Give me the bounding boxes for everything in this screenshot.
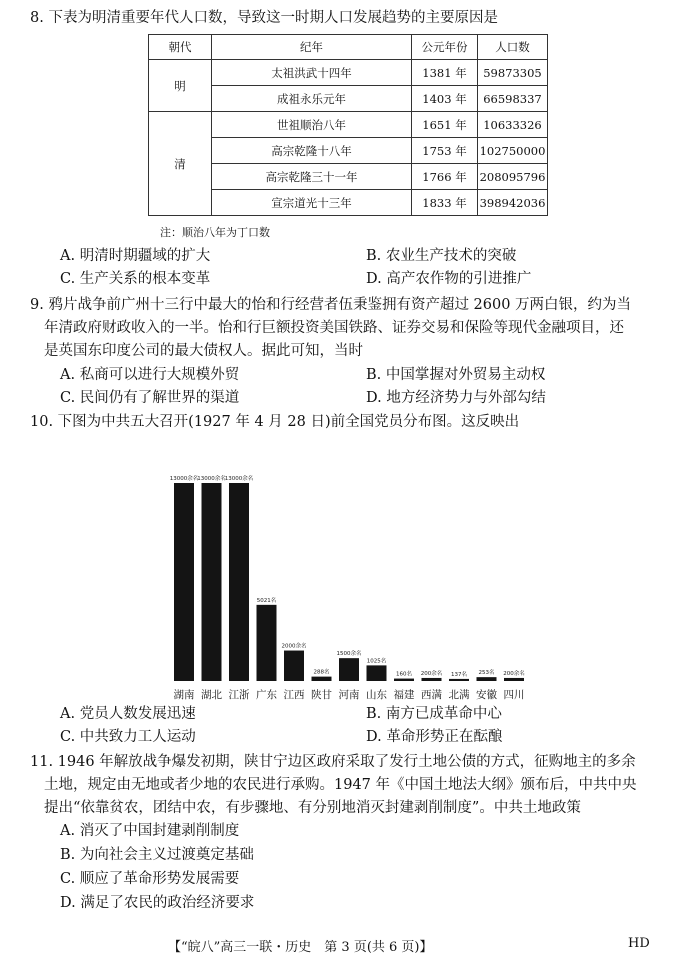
party-member-bar-chart xyxy=(160,468,525,704)
category-label: 福建 xyxy=(393,689,415,701)
category-label: 江西 xyxy=(283,689,305,701)
data-label: 13000余名 xyxy=(224,476,254,482)
bar-江西 xyxy=(284,651,304,681)
table-header-row xyxy=(149,35,548,60)
table-row xyxy=(149,60,548,86)
bar-四川 xyxy=(504,678,524,681)
population-table xyxy=(148,34,548,216)
bar-西满 xyxy=(422,678,442,681)
q10-option-c[interactable]: C. 中共致力工人运动 xyxy=(60,729,196,745)
header-year: 公元年份 xyxy=(412,35,478,60)
category-label: 西满 xyxy=(421,689,442,701)
year-cell: 1381 年 xyxy=(412,60,478,86)
category-label: 陕甘 xyxy=(311,689,332,701)
category-label: 四川 xyxy=(503,689,525,701)
data-label: 1025名 xyxy=(366,658,387,665)
era-cell: 世祖顺治八年 xyxy=(212,112,412,138)
q9-option-a[interactable]: A. 私商可以进行大规模外贸 xyxy=(60,367,240,383)
era-cell: 高宗乾隆十八年 xyxy=(212,138,412,164)
category-label: 湖南 xyxy=(173,689,195,701)
category-label: 广东 xyxy=(256,689,277,701)
q11-option-c[interactable]: C. 顺应了革命形势发展需要 xyxy=(60,871,240,887)
bar-福建 xyxy=(394,679,414,681)
era-cell: 宣宗道光十三年 xyxy=(212,190,412,216)
header-dynasty: 朝代 xyxy=(149,35,212,60)
data-label: 160名 xyxy=(396,671,412,678)
q8-option-a[interactable]: A. 明清时期疆域的扩大 xyxy=(60,248,211,264)
q9-option-c[interactable]: C. 民间仍有了解世界的渠道 xyxy=(60,390,240,406)
data-label: 13000余名 xyxy=(197,476,226,482)
category-label: 河南 xyxy=(338,689,360,701)
footer-code: HD xyxy=(628,936,650,951)
q11-option-b[interactable]: B. 为向社会主义过渡奠定基础 xyxy=(60,847,254,863)
data-label: 200余名 xyxy=(420,670,443,677)
data-label: 253名 xyxy=(478,670,495,677)
header-era: 纪年 xyxy=(212,35,412,60)
bar-河南 xyxy=(339,658,359,681)
data-label: 13000余名 xyxy=(169,476,199,482)
q8-stem: 8. 下表为明清重要年代人口数，导致这一时期人口发展趋势的主要原因是 xyxy=(30,10,498,26)
category-label: 湖北 xyxy=(201,689,222,701)
q10-option-a[interactable]: A. 党员人数发展迅速 xyxy=(60,706,196,722)
bar-广东 xyxy=(257,605,277,681)
era-cell: 高宗乾隆三十一年 xyxy=(212,164,412,190)
data-label: 200余名 xyxy=(503,670,525,677)
data-label: 5021名 xyxy=(256,597,277,604)
data-label: 288名 xyxy=(313,669,330,676)
q9-stem-line2: 年清政府财政收入的一半。怡和行巨额投资美国铁路、证券交易和保险等现代金融项目，还 xyxy=(44,320,624,336)
q9-stem-line1: 9. 鸦片战争前广州十三行中最大的怡和行经营者伍秉鉴拥有资产超过 2600 万两白银，约为当 xyxy=(30,297,632,313)
q8-option-c[interactable]: C. 生产关系的根本变革 xyxy=(60,271,211,287)
q11-stem-line1: 11. 1946 年解放战争爆发初期，陕甘宁边区政府采取了发行土地公债的方式，征购地主的多余 xyxy=(30,754,636,770)
header-population: 人口数 xyxy=(478,35,548,60)
population-cell: 66598337 xyxy=(478,86,548,112)
population-cell: 208095796 xyxy=(478,164,548,190)
data-label: 1500余名 xyxy=(336,651,362,658)
bar-山东 xyxy=(367,665,387,681)
population-cell: 10633326 xyxy=(478,112,548,138)
q11-stem-line3: 提出“依靠贫农，团结中农，有步骤地、有分别地消灭封建剥削制度”。中共土地政策 xyxy=(44,800,581,816)
table-note: 注：顺治八年为丁口数 xyxy=(160,226,270,239)
q11-option-a[interactable]: A. 消灭了中国封建剥削制度 xyxy=(60,823,240,839)
dynasty-cell: 清 xyxy=(149,112,212,216)
q9-option-d[interactable]: D. 地方经济势力与外部勾结 xyxy=(366,390,546,406)
q11-stem-line2: 土地，规定由无地或者少地的农民进行承购。1947 年《中国土地法大纲》颁布后，中共中央 xyxy=(44,777,637,793)
year-cell: 1651 年 xyxy=(412,112,478,138)
bar-安徽 xyxy=(477,677,497,681)
population-cell: 398942036 xyxy=(478,190,548,216)
q10-option-d[interactable]: D. 革命形势正在酝酿 xyxy=(366,729,503,745)
dynasty-cell: 明 xyxy=(149,60,212,112)
q10-option-b[interactable]: B. 南方已成革命中心 xyxy=(366,706,502,722)
category-label: 江浙 xyxy=(228,689,250,701)
bar-陕甘 xyxy=(312,677,332,681)
q8-option-d[interactable]: D. 高产农作物的引进推广 xyxy=(366,271,532,287)
category-label: 山东 xyxy=(366,689,387,701)
population-cell: 59873305 xyxy=(478,60,548,86)
data-label: 2000余名 xyxy=(281,643,307,650)
category-label: 安徽 xyxy=(476,689,497,701)
page-footer: 【“皖八”高三一联・历史 第 3 页(共 6 页)】 xyxy=(168,940,433,955)
table-row xyxy=(149,112,548,138)
q10-stem: 10. 下图为中共五大召开(1927 年 4 月 28 日)前全国党员分布图。这反映出 xyxy=(30,414,520,430)
bar-湖南 xyxy=(174,483,194,681)
era-cell: 成祖永乐元年 xyxy=(212,86,412,112)
q9-stem-line3: 是英国东印度公司的最大债权人。据此可知，当时 xyxy=(44,343,363,359)
year-cell: 1833 年 xyxy=(412,190,478,216)
q8-option-b[interactable]: B. 农业生产技术的突破 xyxy=(366,248,517,264)
era-cell: 太祖洪武十四年 xyxy=(212,60,412,86)
year-cell: 1403 年 xyxy=(412,86,478,112)
bar-北满 xyxy=(449,679,469,681)
bar-江浙 xyxy=(229,483,249,681)
q11-option-d[interactable]: D. 满足了农民的政治经济要求 xyxy=(60,895,255,911)
population-cell: 102750000 xyxy=(478,138,548,164)
year-cell: 1753 年 xyxy=(412,138,478,164)
category-label: 北满 xyxy=(448,689,470,701)
year-cell: 1766 年 xyxy=(412,164,478,190)
bar-湖北 xyxy=(202,483,222,681)
q9-option-b[interactable]: B. 中国掌握对外贸易主动权 xyxy=(366,367,546,383)
data-label: 137名 xyxy=(451,671,467,678)
